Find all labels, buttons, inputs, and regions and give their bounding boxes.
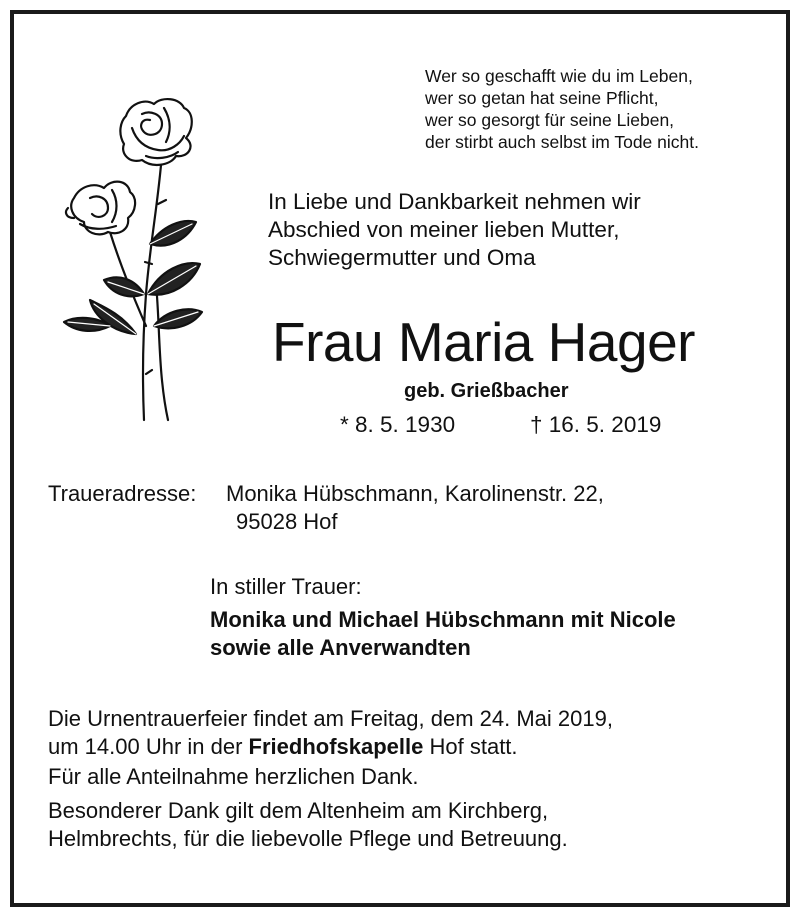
intro-line: Abschied von meiner lieben Mutter, bbox=[268, 217, 620, 242]
ceremony-place: Hof statt. bbox=[423, 734, 518, 759]
death-date: † 16. 5. 2019 bbox=[530, 412, 662, 437]
special-thanks-line: Helmbrechts, für die liebevolle Pflege und Betreuung. bbox=[48, 826, 568, 851]
address-line: Monika Hübschmann, Karolinenstr. 22, bbox=[226, 481, 604, 506]
poem-line: wer so gesorgt für seine Lieben, bbox=[425, 110, 675, 130]
ceremony-text bbox=[48, 705, 613, 761]
poem bbox=[425, 65, 699, 153]
mourners-line: sowie alle Anverwandten bbox=[210, 635, 471, 660]
birth-name: geb. Grießbacher bbox=[404, 380, 569, 402]
address-label: Traueradresse: bbox=[48, 481, 197, 506]
deceased-name: Frau Maria Hager bbox=[272, 311, 695, 373]
mourners-intro: In stiller Trauer: bbox=[210, 574, 362, 599]
poem-line: wer so getan hat seine Pflicht, bbox=[425, 88, 659, 108]
intro-text bbox=[268, 188, 641, 272]
ceremony-line: Die Urnentrauerfeier findet am Freitag, dem 24. Mai 2019, bbox=[48, 706, 613, 731]
rose-illustration bbox=[46, 94, 216, 426]
poem-line: Wer so geschafft wie du im Leben, bbox=[425, 66, 693, 86]
ceremony-line bbox=[48, 733, 613, 761]
intro-line: Schwiegermutter und Oma bbox=[268, 245, 536, 270]
mourners-names bbox=[210, 606, 676, 662]
intro-line: In Liebe und Dankbarkeit nehmen wir bbox=[268, 189, 641, 214]
birth-date: * 8. 5. 1930 bbox=[340, 412, 456, 437]
special-thanks-line: Besonderer Dank gilt dem Altenheim am Kirchberg, bbox=[48, 798, 549, 823]
ceremony-location: Friedhofskapelle bbox=[248, 734, 424, 759]
poem-line: der stirbt auch selbst im Tode nicht. bbox=[425, 132, 699, 152]
thanks-text: Für alle Anteilnahme herzlichen Dank. bbox=[48, 764, 419, 789]
address-line: 95028 Hof bbox=[236, 509, 338, 534]
ceremony-time: um 14.00 Uhr in der bbox=[48, 734, 249, 759]
mourners-line: Monika und Michael Hübschmann mit Nicole bbox=[210, 607, 676, 632]
special-thanks-text bbox=[48, 797, 568, 853]
